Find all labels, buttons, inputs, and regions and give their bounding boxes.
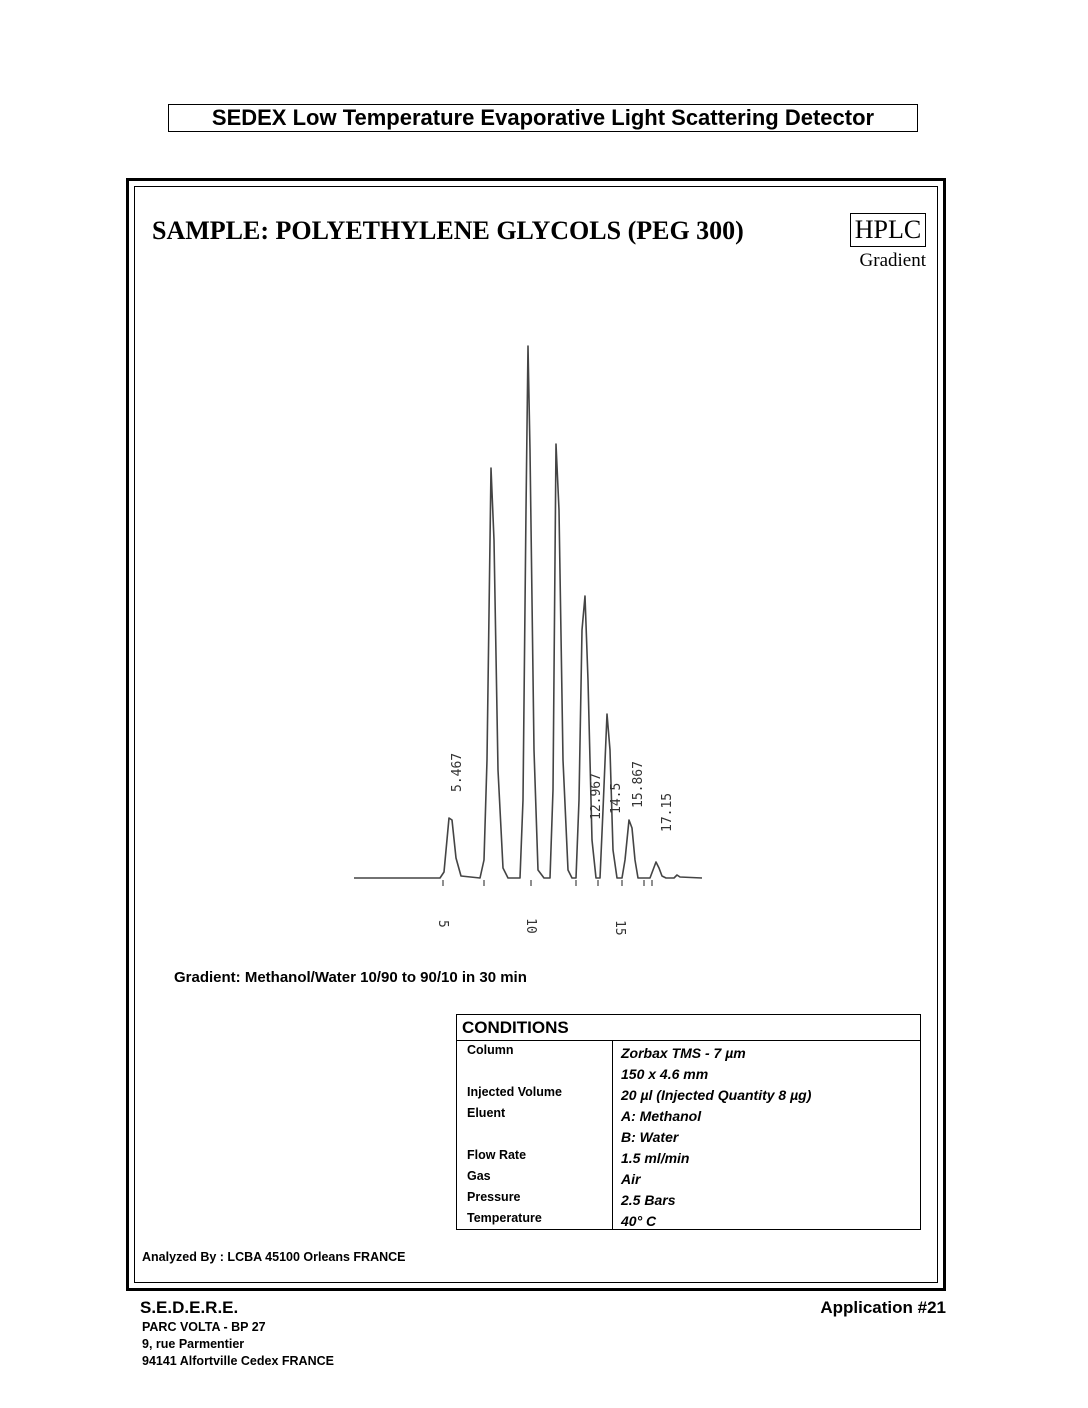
condition-value: B: Water — [621, 1129, 679, 1145]
chromatogram-trace — [354, 346, 702, 878]
application-number: Application #21 — [820, 1298, 946, 1317]
condition-row — [457, 1085, 920, 1105]
document-header-title: SEDEX Low Temperature Evaporative Light Scattering Detector — [168, 104, 918, 132]
condition-row — [457, 1064, 920, 1084]
condition-label: Column — [467, 1043, 514, 1057]
condition-value: 20 µl (Injected Quantity 8 µg) — [621, 1087, 812, 1103]
axis-tick-5: 5 — [435, 920, 450, 928]
peak-label-3: 14.5 — [609, 782, 624, 814]
condition-value: Zorbax TMS - 7 µm — [621, 1045, 746, 1061]
peak-label-5: 17.15 — [660, 792, 675, 832]
condition-value: 150 x 4.6 mm — [621, 1066, 709, 1082]
peak-label-1: 5.467 — [450, 752, 465, 792]
condition-value: Air — [621, 1171, 641, 1187]
gradient-description: Gradient: Methanol/Water 10/90 to 90/10 in 30 min — [174, 969, 527, 986]
condition-value: 40° C — [621, 1213, 657, 1229]
axis-tick-15: 15 — [612, 920, 627, 936]
chromatogram-figure — [340, 330, 720, 950]
conditions-header: CONDITIONS — [457, 1015, 920, 1041]
condition-row — [457, 1190, 920, 1210]
hplc-mode-box: HPLC — [850, 213, 926, 247]
footer-company-name: S.E.D.E.R.E. — [140, 1298, 239, 1317]
condition-label: Injected Volume — [467, 1085, 562, 1099]
condition-row — [457, 1127, 920, 1147]
condition-row — [457, 1211, 920, 1231]
condition-row — [457, 1148, 920, 1168]
condition-label: Temperature — [467, 1211, 542, 1225]
analyzed-by: Analyzed By : LCBA 45100 Orleans FRANCE — [142, 1250, 406, 1264]
condition-value: 2.5 Bars — [621, 1192, 676, 1208]
condition-row — [457, 1043, 920, 1063]
condition-row — [457, 1169, 920, 1189]
conditions-body — [457, 1041, 920, 1229]
condition-value: A: Methanol — [621, 1108, 702, 1124]
condition-label: Gas — [467, 1169, 491, 1183]
footer-address-line: PARC VOLTA - BP 27 — [142, 1320, 266, 1334]
axis-tick-10: 10 — [523, 918, 538, 934]
baseline-tick-marks — [443, 880, 652, 886]
condition-label: Flow Rate — [467, 1148, 527, 1162]
hplc-mode-subtitle: Gradient — [859, 250, 926, 271]
condition-label: Pressure — [467, 1190, 521, 1204]
condition-row — [457, 1106, 920, 1126]
footer-address-line: 9, rue Parmentier — [142, 1337, 245, 1351]
peak-label-2: 12.967 — [589, 773, 604, 820]
conditions-table — [456, 1014, 921, 1230]
sample-title: SAMPLE: POLYETHYLENE GLYCOLS (PEG 300) — [152, 216, 744, 245]
footer-address-line: 94141 Alfortville Cedex FRANCE — [142, 1354, 334, 1368]
peak-label-4: 15.867 — [631, 761, 646, 808]
condition-value: 1.5 ml/min — [621, 1150, 690, 1166]
condition-label: Eluent — [467, 1106, 506, 1120]
